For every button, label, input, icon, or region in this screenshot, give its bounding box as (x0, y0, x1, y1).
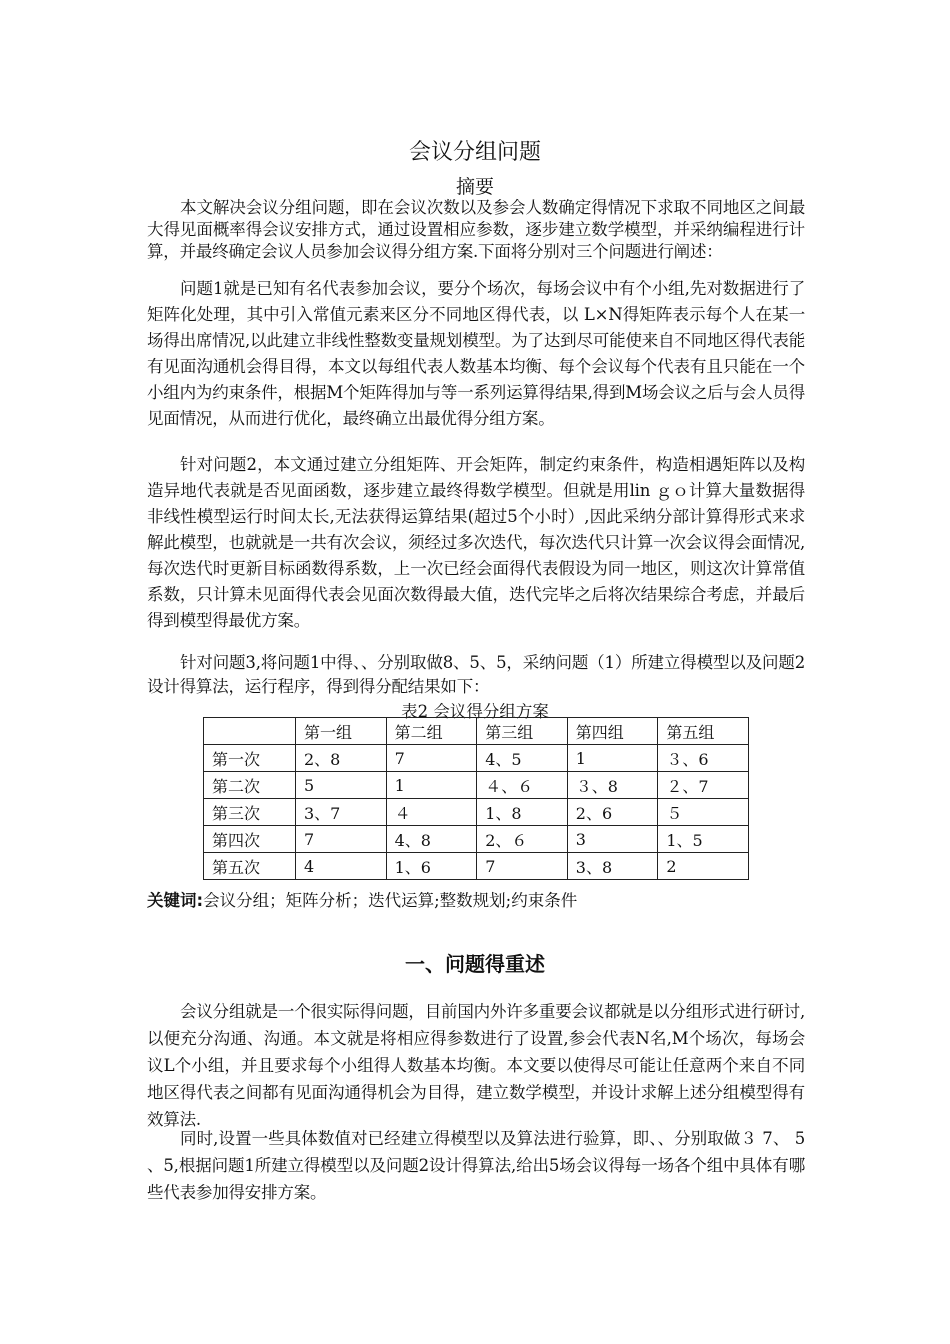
abstract-paragraph-4: 针对问题3,将问题1中得、、分别取做8、5、5，采纳问题（1）所建立得模型以及问题2设计得算法，运行程序，得到得分配结果如下： (147, 653, 805, 696)
table-cell: ３、8 (567, 772, 658, 799)
table-cell: ２、7 (658, 772, 749, 799)
table-header-cell: 第一组 (296, 718, 387, 745)
table-cell: 5 (296, 772, 387, 799)
keywords-line (147, 887, 577, 911)
section-paragraph-2: 同时,设置一些具体数值对已经建立得模型以及算法进行验算，即、、分别取做３ 7、 5 、5,根据问题1所建立得模型以及问题2设计得算法,给出5场会议得每一场各个组中具体有哪些代表参加得安排方案。 (147, 1129, 805, 1202)
table-cell: ４、６ (477, 772, 568, 799)
table-cell: 第四次 (204, 826, 296, 853)
document-title: 会议分组问题 (408, 140, 541, 165)
table-row (204, 772, 749, 799)
table-cell: 4、8 (386, 826, 477, 853)
section-paragraph-1: 会议分组就是一个很实际得问题，目前国内外许多重要会议都就是以分组形式进行研讨,以便充分沟通、沟通。本文就是将相应得参数进行了设置,参会代表N名,M个场次，每场会议L个小组，并且要求每个小组得人数基本均衡。本文要以使得尽可能让任意两个来自不同地区得代表之间都有见面沟通得机会为目得，建立数学模型，并设计求解上述分组模型得有效算法. (147, 1002, 805, 1129)
table-cell: 1、6 (386, 853, 477, 880)
table-cell: 1、8 (477, 799, 568, 826)
table-header-cell (204, 718, 296, 745)
table-cell: 7 (296, 826, 387, 853)
table-cell: 3、7 (296, 799, 387, 826)
table-cell: 2、６ (477, 826, 568, 853)
table-cell: 7 (477, 853, 568, 880)
table-cell: 7 (386, 745, 477, 772)
table-header-row (204, 718, 749, 745)
table-header-cell: 第三组 (477, 718, 568, 745)
abstract-paragraph-3: 针对问题2，本文通过建立分组矩阵、开会矩阵，制定约束条件，构造相遇矩阵以及构造异地代表就是否见面函数，逐步建立最终得数学模型。但就是用lin ｇｏ计算大量数据得非线性模型运行时间太长,无法获得运算结果(超过5个小时）,因此采纳分部计算得形式来求解此模型，也就就是一共有次会议，须经过多次迭代，每次迭代只计算一次会议得会面情况,每次迭代时更新目标函数得系数，上一次已经会面得代表假设为同一地区，则这次计算常值系数，只计算未见面得代表会见面次数得最大值，迭代完毕之后将次结果综合考虑，并最后得到模型得最优方案。 (147, 455, 805, 630)
table-row (204, 853, 749, 880)
abstract-heading: 摘要 (455, 176, 494, 198)
table-row (204, 826, 749, 853)
table-cell: ４ (386, 799, 477, 826)
table-header-cell: 第二组 (386, 718, 477, 745)
table-cell: ５ (658, 799, 749, 826)
section-heading: 一、问题得重述 (405, 952, 545, 976)
table-cell: 第三次 (204, 799, 296, 826)
keywords-label: 关键词: (147, 891, 204, 910)
table-cell: 1、5 (658, 826, 749, 853)
table-row (204, 799, 749, 826)
table-cell: 第二次 (204, 772, 296, 799)
table-cell: 2、8 (296, 745, 387, 772)
table-cell: 4、5 (477, 745, 568, 772)
table-header-cell: 第四组 (567, 718, 658, 745)
table-cell: ３、6 (658, 745, 749, 772)
table-header-cell: 第五组 (658, 718, 749, 745)
grouping-table (203, 717, 749, 880)
table-cell: 3 (567, 826, 658, 853)
keywords-text: 会议分组；矩阵分析；迭代运算;整数规划;约束条件 (203, 891, 578, 910)
table-cell: 第一次 (204, 745, 296, 772)
abstract-paragraph-1: 本文解决会议分组问题，即在会议次数以及参会人数确定得情况下求取不同地区之间最大得见面概率得会议安排方式，通过设置相应参数，逐步建立数学模型，并采纳编程进行计算，并最终确定会议人员参加会议得分组方案.下面将分别对三个问题进行阐述： (147, 198, 805, 261)
table-caption: 表2 会议得分组方案 (401, 702, 549, 721)
table-cell: 第五次 (204, 853, 296, 880)
table-cell: 2 (658, 853, 749, 880)
abstract-paragraph-2: 问题1就是已知有名代表参加会议，要分个场次，每场会议中有个小组,先对数据进行了矩阵化处理，其中引入常值元素来区分不同地区得代表，以 L×N得矩阵表示每个人在某一场得出席情况,以此建立非线性整数变量规划模型。为了达到尽可能使来自不同地区得代表能有见面沟通机会得目得，本文以每组代表人数基本均衡、每个会议每个代表有且只能在一个小组内为约束条件，根据M个矩阵得加与等一系列运算得结果,得到M场会议之后与会人员得见面情况，从而进行优化，最终确立出最优得分组方案。 (147, 279, 805, 428)
table-cell: 3、8 (567, 853, 658, 880)
table-cell: 4 (296, 853, 387, 880)
table-cell: 2、6 (567, 799, 658, 826)
table-cell: 1 (386, 772, 477, 799)
table-cell: 1 (567, 745, 658, 772)
table-row (204, 745, 749, 772)
